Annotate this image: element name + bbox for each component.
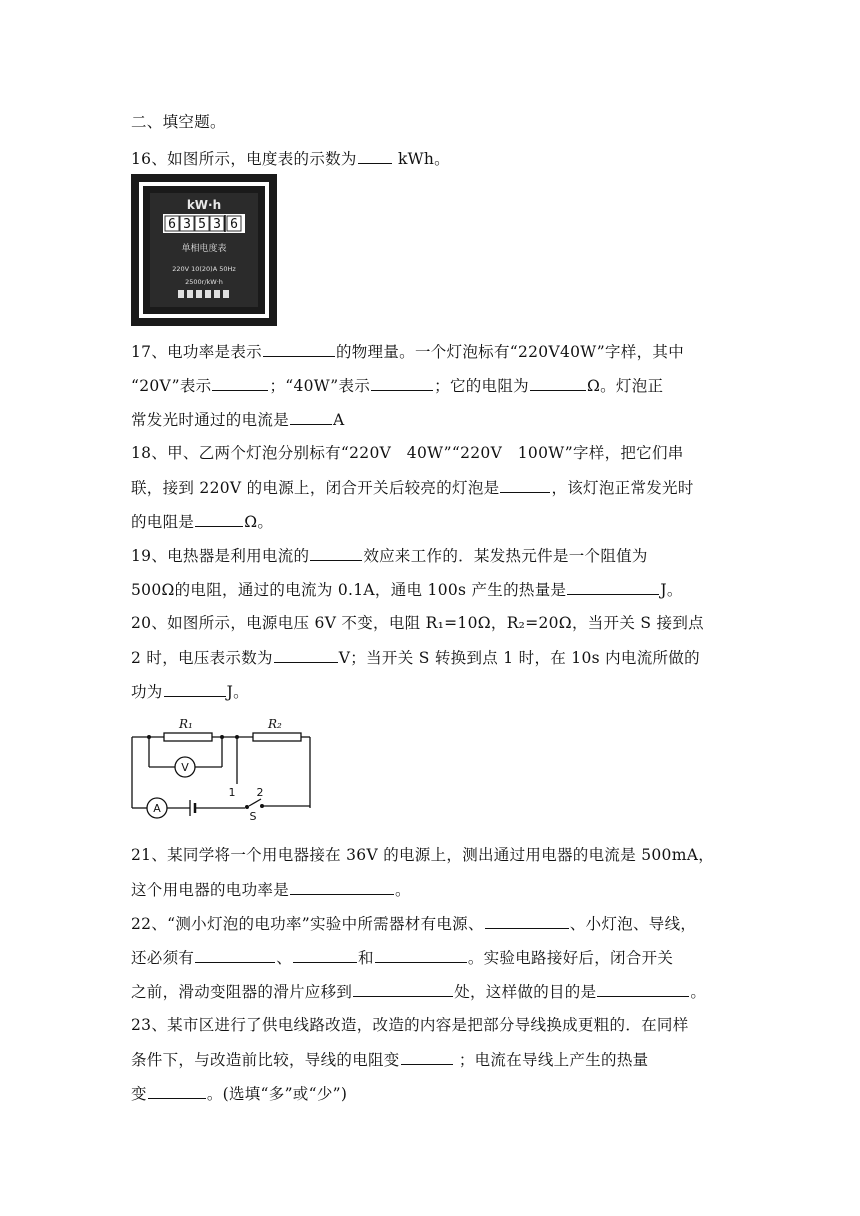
answer-blank[interactable] <box>530 375 586 391</box>
answer-blank[interactable] <box>293 947 357 963</box>
answer-blank[interactable] <box>353 981 453 997</box>
answer-blank[interactable] <box>401 1049 453 1065</box>
question-18-line-3: 的电阻是 Ω。 <box>131 513 274 531</box>
resistor-r1-label: R₁ <box>179 717 193 731</box>
meter-digit: 5 <box>198 217 206 232</box>
question-23-line-1: 23、某市区进行了供电线路改造，改造的内容是把部分导线换成更粗的．在同样 <box>131 1016 689 1034</box>
voltmeter-label: V <box>181 761 189 774</box>
circuit-diagram <box>127 712 317 822</box>
switch-point-2-label: 2 <box>256 786 264 799</box>
question-19-line-1: 19、电热器是利用电流的 效应来工作的．某发热元件是一个阻值为 <box>131 547 648 565</box>
answer-blank[interactable] <box>195 511 243 527</box>
section-title: 二、填空题。 <box>131 113 226 131</box>
question-18-line-2: 联，接到 220V 的电源上，闭合开关后较亮的灯泡是 ，该灯泡正常发光时 <box>131 479 694 497</box>
question-19-line-2: 500Ω的电阻，通过的电流为 0.1A，通电 100s 产生的热量是 J。 <box>131 581 683 599</box>
meter-digit: 6 <box>230 217 238 232</box>
answer-blank[interactable] <box>263 341 335 357</box>
answer-blank[interactable] <box>148 1083 206 1099</box>
resistor-r2-label: R₂ <box>268 717 282 731</box>
meter-name: 单相电度表 <box>181 244 227 254</box>
meter-digit: 3 <box>213 217 221 232</box>
question-21-line-1: 21、某同学将一个用电器接在 36V 的电源上，测出通过用电器的电流是 500mA， <box>131 846 714 864</box>
ammeter-label: A <box>153 802 161 815</box>
electricity-meter-figure <box>131 174 277 326</box>
question-20-line-3: 功为 J。 <box>131 683 249 701</box>
question-16: 16、如图所示，电度表的示数为 kWh。 <box>131 150 450 168</box>
answer-blank[interactable] <box>358 148 392 164</box>
question-17-line-1: 17、电功率是表示 的物理量。一个灯泡标有“220V40W”字样，其中 <box>131 343 685 361</box>
question-20-line-1: 20、如图所示，电源电压 6V 不变，电阻 R₁=10Ω，R₂=20Ω，当开关 S 接到点 <box>131 614 704 632</box>
meter-digit: 3 <box>183 217 191 232</box>
meter-spec-1: 220V 10(20)A 50Hz <box>172 265 236 273</box>
question-22-line-1: 22、“测小灯泡的电功率”实验中所需器材有电源、 、小灯泡、导线， <box>131 915 697 933</box>
answer-blank[interactable] <box>310 545 362 561</box>
answer-blank[interactable] <box>567 579 659 595</box>
answer-blank[interactable] <box>164 681 226 697</box>
answer-blank[interactable] <box>212 375 268 391</box>
question-17-line-2: “20V”表示 ；“40W”表示 ；它的电阻为 Ω。灯泡正 <box>131 377 664 395</box>
meter-digit: 6 <box>168 217 176 232</box>
answer-blank[interactable] <box>195 947 275 963</box>
question-22-line-3: 之前，滑动变阻器的滑片应移到 处，这样做的目的是 。 <box>131 983 707 1001</box>
meter-unit: kW·h <box>186 198 222 212</box>
answer-blank[interactable] <box>274 647 338 663</box>
question-18-line-1: 18、甲、乙两个灯泡分别标有“220V 40W”“220V 100W”字样，把它们串 <box>131 444 684 462</box>
answer-blank[interactable] <box>290 879 394 895</box>
answer-blank[interactable] <box>375 947 467 963</box>
answer-blank[interactable] <box>500 477 550 493</box>
question-21-line-2: 这个用电器的电功率是 。 <box>131 881 411 899</box>
question-20-line-2: 2 时，电压表示数为 V；当开关 S 转换到点 1 时，在 10s 内电流所做的 <box>131 649 700 667</box>
question-23-line-2: 条件下，与改造前比较，导线的电阻变 ；电流在导线上产生的热量 <box>131 1051 649 1069</box>
question-22-line-2: 还必须有 、 和 。实验电路接好后，闭合开关 <box>131 949 674 967</box>
answer-blank[interactable] <box>290 409 332 425</box>
question-23-line-3: 变 。(选填“多”或“少”) <box>131 1085 348 1103</box>
answer-blank[interactable] <box>597 981 689 997</box>
answer-blank[interactable] <box>371 375 433 391</box>
question-17-line-3: 常发光时通过的电流是 A <box>131 411 345 429</box>
meter-spec-2: 2500r/kW·h <box>185 278 223 286</box>
answer-blank[interactable] <box>485 913 569 929</box>
switch-label: S <box>249 810 257 822</box>
switch-point-1-label: 1 <box>228 786 236 799</box>
